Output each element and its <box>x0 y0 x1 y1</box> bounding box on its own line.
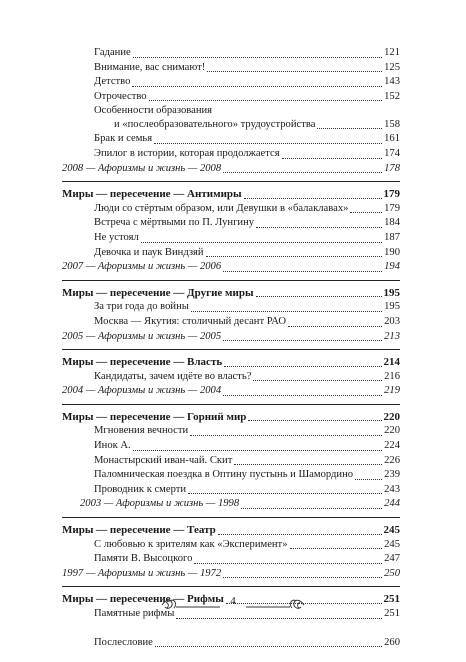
toc-entry[interactable] <box>62 468 400 483</box>
toc-entry-title: Миры — пересечение — Другие миры <box>62 286 254 299</box>
toc-entry[interactable] <box>62 202 400 217</box>
toc-entry-title: 1997 — Афоризмы и жизнь — 1972 <box>62 567 222 579</box>
dot-leader <box>256 288 382 297</box>
section-divider <box>62 404 400 405</box>
dot-leader <box>241 500 382 509</box>
toc-entry-title: 2004 — Афоризмы и жизнь — 2004 <box>62 385 222 397</box>
toc-entry-title: Не устоял <box>94 231 139 243</box>
toc-entry-page: 187 <box>384 231 400 243</box>
toc-entry-title: Проводник к смерти <box>94 483 187 495</box>
dot-leader <box>282 150 383 159</box>
toc-entry-page: 251 <box>384 608 400 619</box>
toc-section-heading[interactable] <box>62 410 400 425</box>
toc-entry-page: 152 <box>384 90 400 102</box>
toc-entry-title: 2005 — Афоризмы и жизнь — 2005 <box>62 330 222 342</box>
dot-leader <box>248 412 381 421</box>
right-ornament-icon <box>244 598 306 612</box>
toc-entry-page: 161 <box>384 133 400 145</box>
toc-entry[interactable] <box>62 370 400 385</box>
toc-entry-page: 247 <box>384 553 400 565</box>
toc-entry[interactable] <box>62 231 400 246</box>
toc-entry-title: Отрочество <box>94 90 147 102</box>
toc-entry[interactable] <box>62 61 400 76</box>
toc-section-heading[interactable] <box>62 286 400 301</box>
dot-leader <box>194 555 382 564</box>
toc-entry-title: Миры — пересечение — Театр <box>62 524 216 537</box>
toc-entry-title: Послесловие <box>94 636 153 648</box>
toc-entry-page: 178 <box>384 162 400 174</box>
toc-entry-page: 195 <box>383 286 400 299</box>
spacer <box>62 622 400 636</box>
toc-entry-page: 245 <box>384 538 400 550</box>
toc-entry[interactable] <box>62 454 400 469</box>
toc-entry-title: Миры — пересечение — Власть <box>62 356 223 369</box>
toc-entry-title: Детство <box>94 76 131 88</box>
dot-leader <box>141 234 382 243</box>
toc-entry-page: 184 <box>384 217 400 229</box>
toc-entry-title: Брак и семья <box>94 133 153 145</box>
toc-entry[interactable] <box>62 424 400 439</box>
dot-leader <box>223 164 382 173</box>
toc-aphorisms-entry[interactable] <box>62 497 400 512</box>
toc-entry[interactable] <box>62 552 400 567</box>
toc-entry-title: Миры — пересечение — Рифмы <box>62 593 224 606</box>
toc-entry-title: Монастырский иван-чай. Скит <box>94 454 233 466</box>
dot-leader <box>223 569 382 578</box>
dot-leader <box>188 485 382 494</box>
toc-entry-page: 125 <box>384 61 400 73</box>
toc-entry-title-line2: и «послеобразовательного» трудоустройства <box>114 119 316 131</box>
toc-entry[interactable] <box>62 46 400 61</box>
dot-leader <box>133 49 382 58</box>
page-number: 4 <box>230 595 236 607</box>
dot-leader <box>256 219 382 228</box>
toc-entry-title <box>94 104 315 132</box>
dot-leader <box>317 120 382 129</box>
toc-entry-title: Москва — Якутия: столичный десант РАО <box>94 315 287 327</box>
dot-leader <box>132 78 382 87</box>
toc-entry-title: Девочка и паук Виндзяй <box>94 246 204 258</box>
toc-entry-page: 214 <box>383 356 400 369</box>
toc-entry-page: 250 <box>384 567 400 579</box>
toc-entry[interactable] <box>62 246 400 261</box>
toc-entry-title: С любовью к зрителям как «Эксперимент» <box>94 538 288 550</box>
toc-entry-title: Кандидаты, зачем идёте во власть? <box>94 370 252 382</box>
toc-entry[interactable] <box>62 147 400 162</box>
toc-entry-title: Миры — пересечение — Горний мир <box>62 410 247 423</box>
dot-leader <box>234 456 382 465</box>
section-divider <box>62 586 400 587</box>
toc-entry-title: За три года до войны <box>94 301 189 313</box>
toc-entry[interactable] <box>62 75 400 90</box>
toc-aphorisms-entry[interactable] <box>62 384 400 399</box>
dot-leader <box>206 248 383 257</box>
dot-leader <box>155 638 382 647</box>
toc-entry[interactable] <box>62 315 400 330</box>
toc-entry[interactable] <box>62 538 400 553</box>
toc-entry-title: Эпилог в истории, которая продолжается <box>94 147 280 159</box>
dot-leader <box>223 263 382 272</box>
toc-entry-page: 194 <box>384 261 400 273</box>
toc-entry-page: 203 <box>384 315 400 327</box>
dot-leader <box>288 318 382 327</box>
toc-entry-page: 143 <box>384 76 400 88</box>
toc-entry-page: 174 <box>384 147 400 159</box>
dot-leader <box>350 204 382 213</box>
toc-entry-title: 2008 — Афоризмы и жизнь — 2008 <box>62 162 222 174</box>
dot-leader <box>223 387 382 396</box>
toc-entry-title: Памяти В. Высоцкого <box>94 553 193 565</box>
dot-leader <box>149 92 383 101</box>
toc-entry-title: Гадание <box>94 47 131 58</box>
toc-entry-title: 2007 — Афоризмы и жизнь — 2006 <box>62 261 222 273</box>
toc-entry-page: 179 <box>384 202 400 214</box>
toc-entry-title: Миры — пересечение — Антимиры <box>62 188 242 201</box>
section-divider <box>62 517 400 518</box>
toc-entry-page: 244 <box>384 498 400 510</box>
toc-entry-page: 226 <box>384 454 400 466</box>
dot-leader <box>154 135 382 144</box>
toc-entry-page: 216 <box>384 370 400 382</box>
toc-entry-page: 239 <box>384 469 400 481</box>
toc-entry-title: 2003 — Афоризмы и жизнь — 1998 <box>80 498 240 510</box>
dot-leader <box>223 332 382 341</box>
dot-leader <box>207 63 382 72</box>
toc-entry-page: 243 <box>384 483 400 495</box>
toc-entry[interactable] <box>62 300 400 315</box>
toc-entry-title: Мгновения вечности <box>94 425 189 437</box>
toc-entry-title: Паломническая поездка в Оптину пустынь и Шамордино <box>94 469 354 481</box>
toc-entry-title: Внимание, вас снимают! <box>94 61 206 73</box>
toc-entry-title: Инок А. <box>94 440 131 452</box>
dot-leader <box>190 427 382 436</box>
toc-entry-page: 121 <box>384 47 400 58</box>
toc-entry-page: 220 <box>384 425 400 437</box>
toc-aphorisms-entry[interactable] <box>62 162 400 177</box>
toc-entry-page: 251 <box>383 593 400 606</box>
toc-entry[interactable] <box>62 90 400 105</box>
toc-entry[interactable] <box>62 104 400 132</box>
toc-entry-page: 219 <box>384 385 400 397</box>
toc-entry-page: 179 <box>383 188 400 201</box>
toc-aphorisms-entry[interactable] <box>62 260 400 275</box>
toc-section-heading[interactable] <box>62 355 400 370</box>
toc-entry[interactable] <box>62 132 400 147</box>
toc-aphorisms-entry[interactable] <box>62 330 400 345</box>
dot-leader <box>191 303 382 312</box>
toc-entry[interactable] <box>62 439 400 454</box>
toc-aphorisms-entry[interactable] <box>62 567 400 582</box>
dot-leader <box>290 540 383 549</box>
toc-entry-page: 195 <box>384 301 400 313</box>
section-divider <box>62 349 400 350</box>
toc-entry[interactable] <box>62 483 400 498</box>
toc-entry-page: 245 <box>383 524 400 537</box>
dot-leader <box>355 471 382 480</box>
toc-entry[interactable] <box>62 636 400 651</box>
toc-entry-page: 220 <box>383 410 400 423</box>
dot-leader <box>253 372 382 381</box>
toc-entry-page: 213 <box>384 330 400 342</box>
dot-leader <box>244 190 382 199</box>
table-of-contents <box>62 46 400 650</box>
toc-entry-page: 260 <box>384 636 400 648</box>
toc-entry-title: Памятные рифмы <box>94 608 175 619</box>
toc-entry-page: 224 <box>384 440 400 452</box>
left-ornament-icon <box>160 598 222 612</box>
toc-entry-page: 190 <box>384 246 400 258</box>
toc-entry-title-line1: Особенности образования <box>94 105 213 117</box>
toc-section-heading[interactable] <box>62 187 400 202</box>
page-footer <box>0 594 466 614</box>
toc-entry-page: 158 <box>384 119 400 131</box>
toc-entry-title: Встреча с мёртвыми по П. Лунгину <box>94 217 255 229</box>
dot-leader <box>218 526 382 535</box>
toc-entry-title: Люди со стёртым образом, или Девушки в «балаклавах» <box>94 202 349 214</box>
dot-leader <box>224 358 381 367</box>
dot-leader <box>133 442 382 451</box>
toc-section-heading[interactable] <box>62 523 400 538</box>
section-divider <box>62 181 400 182</box>
section-divider <box>62 280 400 281</box>
toc-entry[interactable] <box>62 216 400 231</box>
